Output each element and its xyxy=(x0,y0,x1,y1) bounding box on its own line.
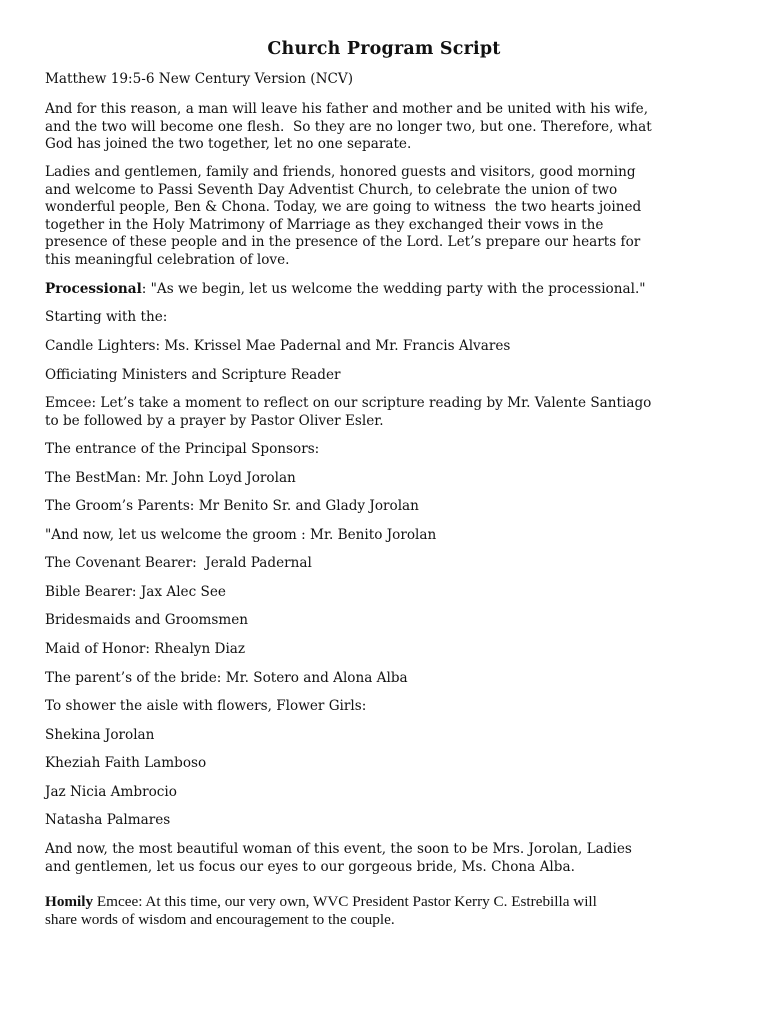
bridesmaids-text: Bridesmaids and Groomsmen xyxy=(45,612,249,628)
processional-paragraph xyxy=(45,281,735,299)
flower-girls-intro-text: To shower the aisle with flowers, Flower Girls: xyxy=(45,698,367,714)
welcome-line: presence of these people and in the presence of the Lord. Let’s prepare our hearts for xyxy=(45,234,641,251)
bible-bearer-text: Bible Bearer: Jax Alec See xyxy=(45,584,226,600)
bride-intro-line: And now, the most beautiful woman of this event, the soon to be Mrs. Jorolan, Ladies xyxy=(45,841,632,857)
homily-label: Homily xyxy=(45,893,94,910)
flower-girls-intro-line xyxy=(45,698,735,716)
flower-girl-item xyxy=(45,755,735,773)
welcome-groom-line xyxy=(45,527,735,545)
emcee-reflect-paragraph xyxy=(45,395,735,430)
verse-line: and the two will become one flesh. So they are no longer two, but one. Therefore, what xyxy=(45,118,652,135)
verse-reference xyxy=(45,71,735,89)
bride-parents-line xyxy=(45,670,735,688)
maid-of-honor-line xyxy=(45,641,735,659)
flower-girl-name: Kheziah Faith Lamboso xyxy=(45,755,207,771)
welcome-groom-text: "And now, let us welcome the groom : Mr. Benito Jorolan xyxy=(45,527,437,543)
welcome-line: Ladies and gentlemen, family and friends, honored guests and visitors, good morning xyxy=(45,164,636,180)
officiating-text: Officiating Ministers and Scripture Reader xyxy=(45,367,341,383)
emcee-reflect-line: to be followed by a prayer by Pastor Oliver Esler. xyxy=(45,412,384,429)
verse-paragraph xyxy=(45,101,735,154)
flower-girl-name: Jaz Nicia Ambrocio xyxy=(45,784,177,800)
bride-intro-line: and gentlemen, let us focus our eyes to our gorgeous bride, Ms. Chona Alba. xyxy=(45,858,575,875)
processional-text: : "As we begin, let us welcome the wedding party with the processional." xyxy=(141,281,646,297)
emcee-reflect-line: Emcee: Let’s take a moment to reflect on our scripture reading by Mr. Valente Santiago xyxy=(45,395,652,411)
bible-bearer-line xyxy=(45,584,735,602)
verse-line: And for this reason, a man will leave his father and mother and be united with his wife, xyxy=(45,101,649,117)
verse-line: God has joined the two together, let no one separate. xyxy=(45,136,412,153)
officiating-line xyxy=(45,367,735,385)
groom-parents-text: The Groom’s Parents: Mr Benito Sr. and Glady Jorolan xyxy=(45,498,419,514)
bride-intro-paragraph xyxy=(45,841,735,876)
verse-reference-text: Matthew 19:5-6 New Century Version (NCV) xyxy=(45,71,354,87)
candle-lighters-text: Candle Lighters: Ms. Krissel Mae Padernal and Mr. Francis Alvares xyxy=(45,338,511,354)
bridesmaids-line xyxy=(45,612,735,630)
flower-girl-name: Natasha Palmares xyxy=(45,812,171,828)
processional-label: Processional xyxy=(45,281,142,297)
bride-parents-text: The parent’s of the bride: Mr. Sotero and Alona Alba xyxy=(45,670,408,686)
flower-girl-item xyxy=(45,727,735,745)
document-title: Church Program Script xyxy=(267,39,501,59)
starting-text: Starting with the: xyxy=(45,309,168,325)
flower-girl-item xyxy=(45,784,735,802)
welcome-line: together in the Holy Matrimony of Marriage as they exchanged their vows in the xyxy=(45,216,604,233)
homily-paragraph xyxy=(45,893,735,929)
covenant-bearer-line xyxy=(45,555,735,573)
candle-lighters-line xyxy=(45,338,735,356)
homily-line: Emcee: At this time, our very own, WVC President Pastor Kerry C. Estrebilla will xyxy=(93,893,597,910)
welcome-paragraph xyxy=(45,164,735,270)
flower-girl-item xyxy=(45,812,735,830)
homily-line: share words of wisdom and encouragement to the couple. xyxy=(45,911,395,928)
maid-of-honor-text: Maid of Honor: Rhealyn Diaz xyxy=(45,641,246,657)
welcome-line: and welcome to Passi Seventh Day Adventist Church, to celebrate the union of two xyxy=(45,181,618,198)
principal-sponsors-text: The entrance of the Principal Sponsors: xyxy=(45,441,320,457)
welcome-line: this meaningful celebration of love. xyxy=(45,251,290,268)
bestman-text: The BestMan: Mr. John Loyd Jorolan xyxy=(45,470,296,486)
welcome-line: wonderful people, Ben & Chona. Today, we are going to witness the two hearts joined xyxy=(45,199,642,216)
bestman-line xyxy=(45,470,735,488)
starting-line xyxy=(45,309,735,327)
covenant-bearer-text: The Covenant Bearer: Jerald Padernal xyxy=(45,555,312,571)
groom-parents-line xyxy=(45,498,735,516)
principal-sponsors-line xyxy=(45,441,735,459)
flower-girl-name: Shekina Jorolan xyxy=(45,727,155,743)
